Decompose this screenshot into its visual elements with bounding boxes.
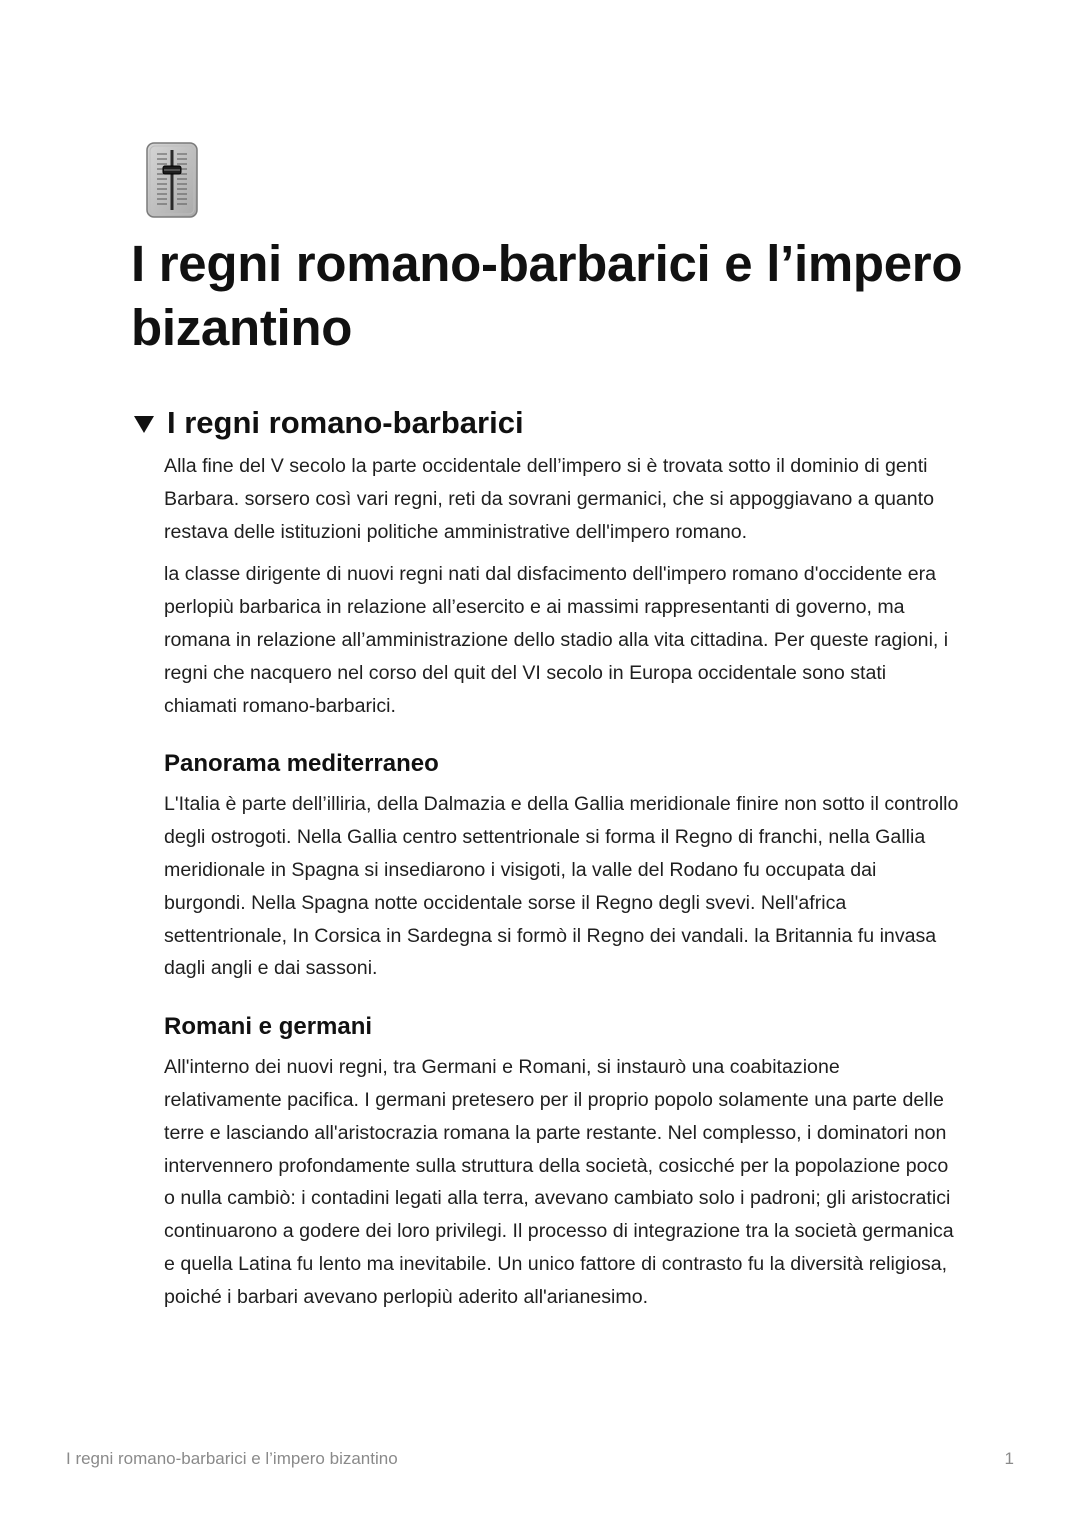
paragraph: la classe dirigente di nuovi regni nati dal disfacimento dell'impero romano d'occidente era perlopiù barbarica in relazione all’esercito e ai massimi rappresentanti di governo, ma romana in relazione all’amministrazione dello stadio alla vita cittadina. Per queste ragioni, i regni che nacquero nel corso del quit del VI secolo in Europa occidentale sono stati chiamati romano-barbarici. xyxy=(164,563,949,717)
triangle-down-icon[interactable] xyxy=(134,416,154,433)
paragraph: All'interno dei nuovi regni, tra Germani e Romani, si instaurò una coabitazione relativamente pacifica. I germani pretesero per il proprio popolo solamente una parte delle terre e lasciando all'aristocrazia romana la parte restante. Nel complesso, i dominatori non intervennero profondamente sulla struttura della società, cosicché per la popolazione poco o nulla cambiò: i contadini legati alla terra, avevano cambiato solo i padroni; gli aristocratici continuarono a godere dei loro privilegi. Il processo di integrazione tra la società germanica e quella Latina fu lento ma inevitabile. Un unico fattore di contrasto fu la diversità religiosa, poiché i barbari avevano perlopiù aderito all'arianesimo. xyxy=(164,1056,954,1308)
footer-title: I regni romano-barbarici e l’impero bizantino xyxy=(66,1449,398,1468)
toggle-content xyxy=(164,450,961,1314)
page-title: I regni romano-barbarici e l’impero bizantino xyxy=(131,235,963,356)
page-number: 1 xyxy=(1004,1449,1014,1468)
section-heading: Romani e germani xyxy=(164,1013,373,1041)
section-heading: Panorama mediterraneo xyxy=(164,750,439,778)
toggle-header[interactable] xyxy=(131,398,961,448)
paragraph: L'Italia è parte dell’illiria, della Dalmazia e della Gallia meridionale finire non sotto il controllo degli ostrogoti. Nella Gallia centro settentrionale si forma il Regno di franchi, nella Gallia meridionale in Spagna si insediarono i visigoti, la valle del Rodano fu occupata dai burgondi. Nella Spagna notte occidentale sorse il Regno degli svevi. Nell'africa settentrionale, In Corsica in Sardegna si formò il Regno dei vandali. la Britannia fu invasa dagli angli e dai sassoni. xyxy=(164,793,959,980)
toggle-block xyxy=(131,398,961,1324)
toggle-title: I regni romano-barbarici xyxy=(167,405,524,440)
paragraph: Alla fine del V secolo la parte occidentale dell’impero si è trovata sotto il dominio di genti Barbara. sorsero così vari regni, reti da sovrani germanici, che si appoggiavano a quanto restava delle istituzioni politiche amministrative dell'impero romano. xyxy=(164,455,935,543)
sliders-fader-icon xyxy=(146,142,198,218)
